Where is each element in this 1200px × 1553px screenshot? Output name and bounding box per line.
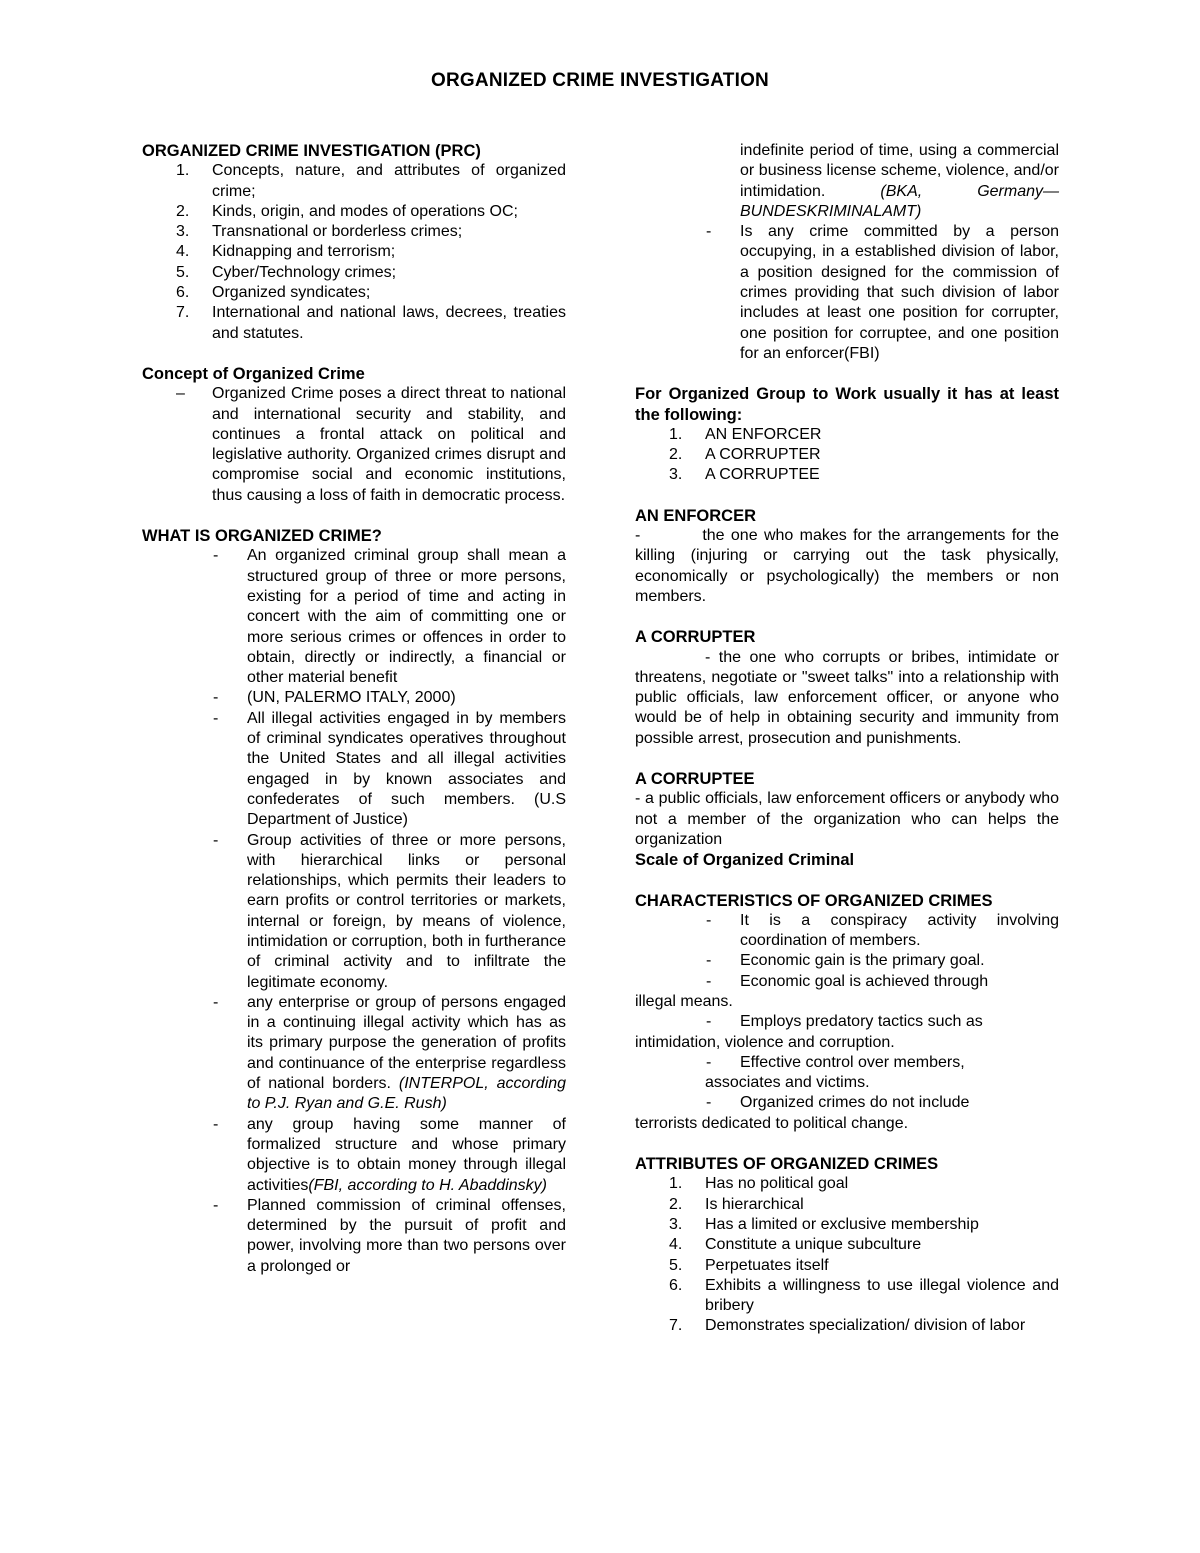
list-item: 2. A CORRUPTER: [669, 446, 821, 464]
what-is-heading: WHAT IS ORGANIZED CRIME?: [142, 527, 382, 546]
corrupter-description: - the one who corrupts or bribes, intimidate or threatens, negotiate or "sweet talks" into a relationship with public officials, law enforcement officer, or anyone who would be of help in obtaining security and immunity from possible arrest, prosecution and punishments.: [635, 648, 1059, 747]
characteristics-heading: CHARACTERISTICS OF ORGANIZED CRIMES: [635, 891, 993, 910]
group-roles-list: [635, 425, 1059, 486]
list-item: 4. Kidnapping and terrorism;: [176, 243, 396, 261]
definition-continuation: indefinite period of time, using a commercial or business license scheme, violence, and/or intimidation. (BKA, Germany—BUNDESKRIMINALAMT): [740, 142, 1059, 220]
list-item: 1. AN ENFORCER: [669, 425, 822, 443]
prc-heading: ORGANIZED CRIME INVESTIGATION (PRC): [142, 142, 481, 160]
corrupter-heading: A CORRUPTER: [635, 628, 756, 647]
list-item: 6. Exhibits a willingness to use illegal violence and bribery: [669, 1276, 1059, 1315]
characteristic-item: - Employs predatory tactics such as: [706, 1013, 983, 1031]
concept-paragraph: – Organized Crime poses a direct threat to national and international security and stability, and continues a frontal attack on political and legislative authority. Organized crimes disrupt and compromise social and economic institutions, thus causing a loss of faith in democratic process.: [176, 385, 566, 504]
list-item: 7. International and national laws, decrees, treaties and statutes.: [176, 304, 566, 342]
definition-item: - any group having some manner of formalized structure and whose primary objective is to obtain money through illegal activities(FBI, according to H. Abaddinsky): [213, 1115, 566, 1194]
definition-item: - An organized criminal group shall mean a structured group of three or more persons, existing for a period of time and acting in concert with the aim of committing one or more serious crimes or offences in order to obtain, directly or indirectly, a financial or other material benefit: [213, 547, 566, 687]
characteristic-item: - Economic goal is achieved through: [706, 972, 989, 990]
scale-heading: Scale of Organized Criminal: [635, 851, 855, 870]
list-item: 3. A CORRUPTEE: [669, 466, 820, 484]
definition-item: - Planned commission of criminal offenses, determined by the pursuit of profit and power, involving more than two persons over a prolonged or: [213, 1196, 566, 1275]
list-item: 6. Organized syndicates;: [176, 284, 371, 302]
concept-heading: Concept of Organized Crime: [142, 364, 365, 383]
list-item: 1. Concepts, nature, and attributes of organized crime;: [176, 162, 566, 200]
characteristic-item: - Effective control over members,: [706, 1053, 965, 1071]
list-item: 1. Has no political goal: [669, 1175, 849, 1193]
list-item: 5. Perpetuates itself: [669, 1256, 829, 1274]
list-item: 3. Has a limited or exclusive membership: [669, 1215, 979, 1233]
list-item: 2. Kinds, origin, and modes of operations OC;: [176, 202, 518, 220]
list-item: 3. Transnational or borderless crimes;: [176, 223, 463, 241]
characteristic-continuation: associates and victims.: [705, 1074, 870, 1092]
group-heading: For Organized Group to Work usually it has at least the following:: [635, 385, 1059, 424]
characteristic-item: - It is a conspiracy activity involving coordination of members.: [706, 911, 1059, 950]
prc-topic-list: [142, 161, 566, 344]
left-column: [142, 141, 566, 1277]
list-item: 7. Demonstrates specialization/ division of labor: [669, 1317, 1026, 1335]
page-title: ORGANIZED CRIME INVESTIGATION: [431, 70, 769, 91]
enforcer-heading: AN ENFORCER: [635, 506, 757, 525]
corruptee-heading: A CORRUPTEE: [635, 770, 755, 789]
characteristic-continuation: illegal means.: [635, 992, 733, 1010]
definition-item: - any enterprise or group of persons engaged in a continuing illegal activity which has as its primary purpose the generation of profits and continuance of the enterprise regardless of national borders. (INTERPOL, according to P.J. Ryan and G.E. Rush): [213, 993, 567, 1113]
list-item: 2. Is hierarchical: [669, 1195, 804, 1213]
attributes-list: [635, 1174, 1059, 1336]
enforcer-description: - the one who makes for the arrangements for the killing (injuring or carrying out the task physically, economically or psychologically) the members or non members.: [635, 527, 1059, 605]
right-column: [635, 141, 1059, 1337]
characteristic-item: - Organized crimes do not include: [706, 1094, 970, 1112]
attributes-heading: ATTRIBUTES OF ORGANIZED CRIMES: [635, 1155, 939, 1174]
list-item: 4. Constitute a unique subculture: [669, 1236, 922, 1254]
definition-item: - All illegal activities engaged in by members of criminal syndicates operatives throughout the United States and all illegal activities engaged in by known associates and confederates of such members. (U.S Department of Justice): [213, 709, 566, 829]
list-item: 5. Cyber/Technology crimes;: [176, 263, 397, 281]
corruptee-description: - a public officials, law enforcement officers or anybody who not a member of the organization who can helps the organization: [635, 790, 1059, 848]
definition-item: - Is any crime committed by a person occupying, in a established division of labor, a position designed for the commission of crimes providing that such division of labor includes at least one position for corrupter, one position for corruptee, and one position for an enforcer(FBI): [706, 223, 1059, 362]
definition-item: - (UN, PALERMO ITALY, 2000): [213, 689, 456, 707]
characteristic-continuation: terrorists dedicated to political change.: [635, 1114, 909, 1132]
characteristic-continuation: intimidation, violence and corruption.: [635, 1033, 895, 1051]
characteristic-item: - Economic gain is the primary goal.: [706, 952, 985, 970]
definition-item: - Group activities of three or more persons, with hierarchical links or personal relationships, which permits their leaders to earn profits or control territories or markets, internal or foreign, by means of violence, intimidation or corruption, both in furtherance of criminal activity and to infiltrate the legitimate economy.: [213, 831, 566, 991]
